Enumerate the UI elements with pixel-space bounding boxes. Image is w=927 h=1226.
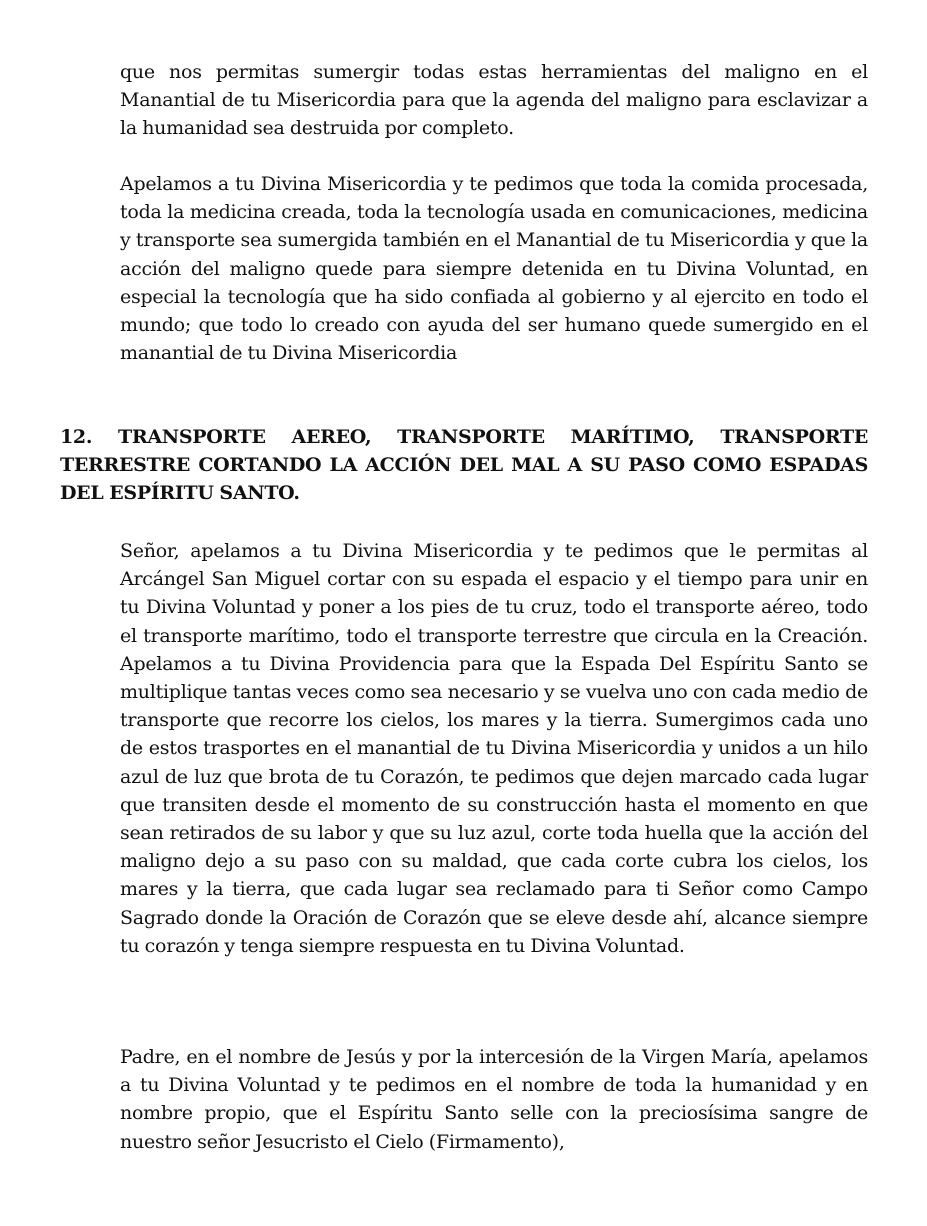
section-heading: 12. TRANSPORTE AEREO, TRANSPORTE MARÍTIMO, TRANSPORTE TERRESTRE CORTANDO LA ACCIÓN DEL MAL A SU PASO COMO ESPADAS DEL ESPÍRITU SANTO.	[60, 426, 868, 505]
paragraph-2: Apelamos a tu Divina Misericordia y te pedimos que toda la comida procesada, toda la medicina creada, toda la tecnología usada en comunicaciones, medicina y transporte sea sumergida también en el Manantial de tu Misericordia y que la acción del maligno quede para siempre detenida en tu Divina Voluntad, en especial la tecnología que ha sido confiada al gobierno y al ejercito en todo el mundo; que todo lo creado con ayuda del ser humano quede sumergido en el manantial de tu Divina Misericordia	[120, 173, 868, 365]
paragraph-4: Padre, en el nombre de Jesús y por la intercesión de la Virgen María, apelamos a tu Divina Voluntad y te pedimos en el nombre de toda la humanidad y en nombre propio, que el Espíritu Santo selle con la preciosísima sangre de nuestro señor Jesucristo el Cielo (Firmamento),	[120, 1046, 868, 1153]
paragraph-1: que nos permitas sumergir todas estas herramientas del maligno en el Manantial de tu Misericordia para que la agenda del maligno para esclavizar a la humanidad sea destruida por completo.	[120, 61, 868, 140]
paragraph-3: Señor, apelamos a tu Divina Misericordia y te pedimos que le permitas al Arcángel San Miguel cortar con su espada el espacio y el tiempo para unir en tu Divina Voluntad y poner a los pies de tu cruz, todo el transporte aéreo, todo el transporte marítimo, todo el transporte terrestre que circula en la Creación. Apelamos a tu Divina Providencia para que la Espada Del Espíritu Santo se multiplique tantas veces como sea necesario y se vuelva uno con cada medio de transporte que recorre los cielos, los mares y la tierra. Sumergimos cada uno de estos trasportes en el manantial de tu Divina Misericordia y unidos a un hilo azul de luz que brota de tu Corazón, te pedimos que dejen marcado cada lugar que transiten desde el momento de su construcción hasta el momento en que sean retirados de su labor y que su luz azul, corte toda huella que la acción del maligno dejo a su paso con su maldad, que cada corte cubra los cielos, los mares y la tierra, que cada lugar sea reclamado para ti Señor como Campo Sagrado donde la Oración de Corazón que se eleve desde ahí, alcance siempre tu corazón y tenga siempre respuesta en tu Divina Voluntad.	[120, 540, 868, 957]
